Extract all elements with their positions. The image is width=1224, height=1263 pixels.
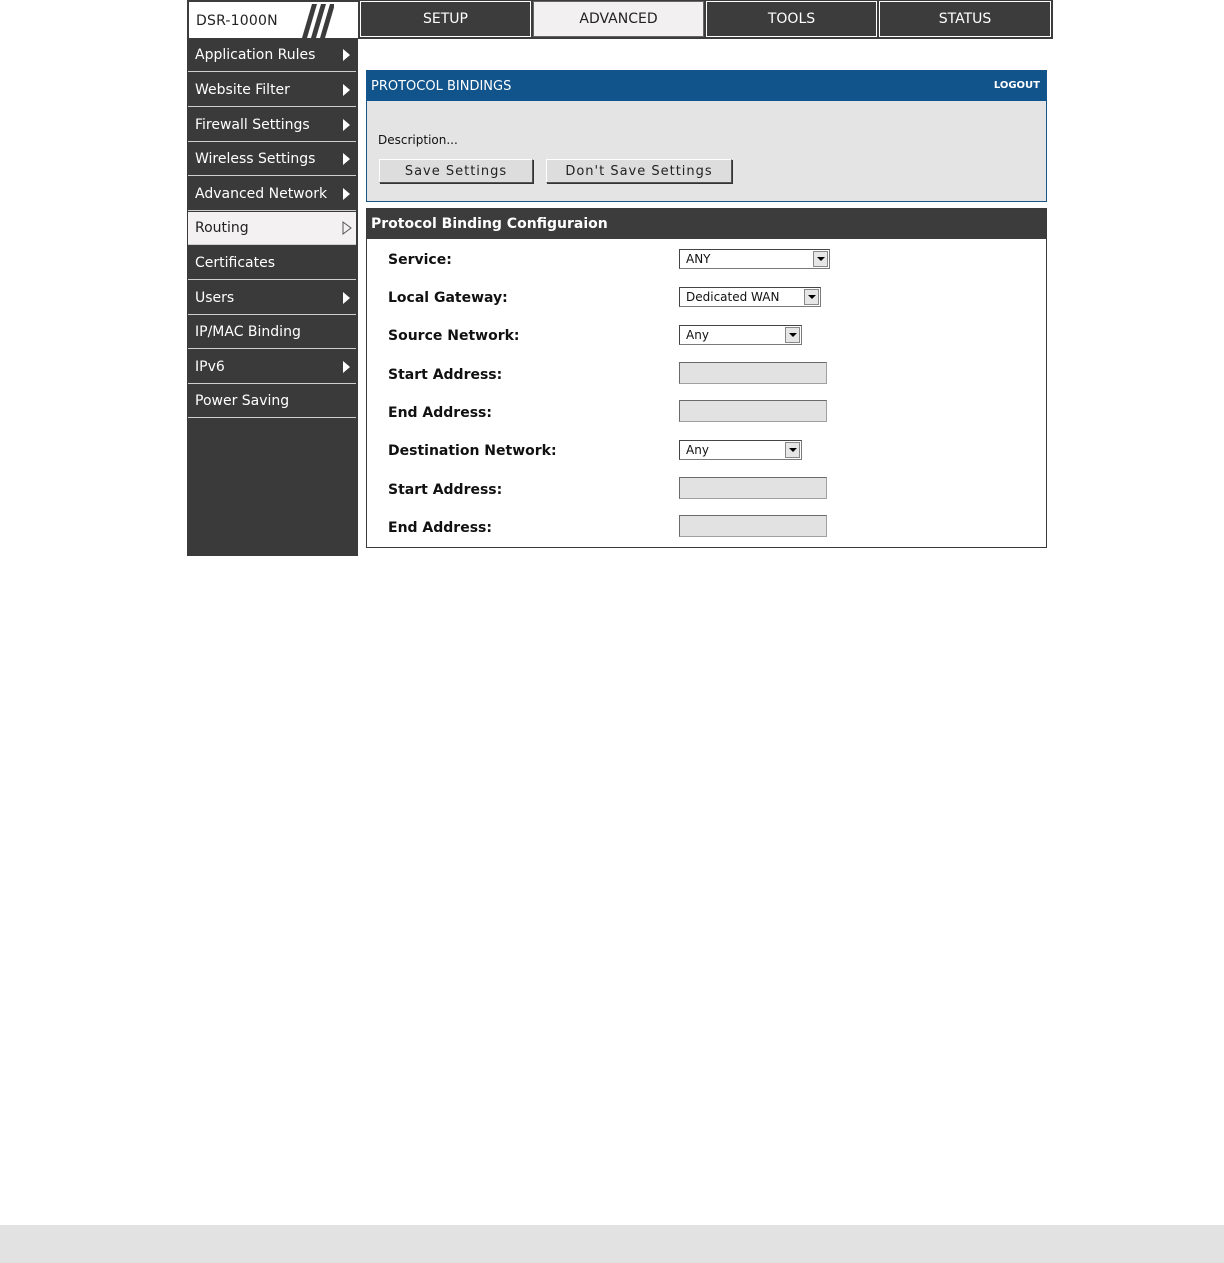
sidebar-item-label: Wireless Settings bbox=[195, 151, 316, 167]
source-network-select-value: Any bbox=[686, 328, 709, 342]
logout-link[interactable]: LOGOUT bbox=[993, 80, 1040, 91]
tab-advanced-label: ADVANCED bbox=[579, 11, 658, 27]
chevron-right-icon bbox=[343, 49, 350, 61]
chevron-down-icon bbox=[785, 442, 800, 458]
model-logo bbox=[188, 1, 359, 39]
panel-header bbox=[367, 209, 1046, 239]
sidebar-item-advanced-network[interactable] bbox=[188, 178, 356, 211]
chevron-right-icon bbox=[343, 153, 350, 165]
top-nav-bar bbox=[187, 0, 1053, 39]
sidebar-item-application-rules[interactable] bbox=[188, 39, 356, 72]
dont-save-settings-button[interactable]: Don't Save Settings bbox=[546, 159, 732, 183]
chevron-down-icon bbox=[785, 327, 800, 343]
sidebar-item-label: Certificates bbox=[195, 255, 276, 271]
page-title: PROTOCOL BINDINGS bbox=[371, 79, 512, 94]
sidebar-item-label: IP/MAC Binding bbox=[195, 324, 301, 340]
destination-network-select[interactable] bbox=[679, 440, 802, 460]
section-title: Protocol Binding Configuraion bbox=[371, 216, 608, 232]
service-label: Service: bbox=[388, 252, 452, 268]
router-admin-ui bbox=[187, 0, 1053, 556]
sidebar-item-label: Users bbox=[195, 290, 235, 306]
sidebar-item-website-filter[interactable] bbox=[188, 74, 356, 107]
sidebar-item-certificates[interactable] bbox=[188, 247, 356, 280]
service-select[interactable] bbox=[679, 249, 830, 269]
sidebar-item-ip-mac-binding[interactable] bbox=[188, 316, 356, 349]
chevron-down-icon bbox=[804, 289, 819, 305]
sidebar-item-ipv6[interactable] bbox=[188, 351, 356, 384]
sidebar-item-label: Routing bbox=[195, 220, 249, 236]
tab-status-label: STATUS bbox=[938, 11, 992, 27]
chevron-right-icon bbox=[343, 292, 350, 304]
destination-start-address-input[interactable] bbox=[679, 477, 827, 499]
tab-setup[interactable] bbox=[360, 1, 531, 37]
sidebar-item-label: Website Filter bbox=[195, 82, 290, 98]
source-network-select[interactable] bbox=[679, 325, 802, 345]
source-end-address-label: End Address: bbox=[388, 405, 492, 421]
destination-network-label: Destination Network: bbox=[388, 443, 557, 459]
destination-start-address-label: Start Address: bbox=[388, 482, 503, 498]
destination-network-select-value: Any bbox=[686, 443, 709, 457]
tab-advanced[interactable] bbox=[533, 1, 704, 37]
sidebar-item-users[interactable] bbox=[188, 282, 356, 315]
sidebar-item-label: Advanced Network bbox=[195, 186, 328, 202]
panel-header bbox=[367, 71, 1046, 101]
description-text: Description... bbox=[378, 133, 458, 147]
chevron-down-icon bbox=[813, 251, 828, 267]
destination-end-address-label: End Address: bbox=[388, 520, 492, 536]
sidebar-item-label: Application Rules bbox=[195, 47, 316, 63]
footer-band bbox=[0, 1225, 1224, 1263]
protocol-binding-config-panel bbox=[366, 208, 1047, 548]
chevron-right-icon bbox=[343, 119, 350, 131]
brand-slashes-icon bbox=[294, 4, 334, 38]
sidebar-item-routing[interactable] bbox=[188, 212, 356, 245]
local-gateway-select-value: Dedicated WAN bbox=[686, 290, 780, 304]
local-gateway-select[interactable] bbox=[679, 287, 821, 307]
tab-setup-label: SETUP bbox=[423, 11, 468, 27]
sidebar bbox=[187, 39, 358, 556]
service-select-value: ANY bbox=[686, 252, 711, 266]
chevron-right-outline-icon bbox=[342, 221, 352, 235]
chevron-right-icon bbox=[343, 188, 350, 200]
tab-tools[interactable] bbox=[706, 1, 877, 37]
tab-tools-label: TOOLS bbox=[767, 11, 816, 27]
sidebar-item-power-saving[interactable] bbox=[188, 385, 356, 418]
local-gateway-label: Local Gateway: bbox=[388, 290, 508, 306]
source-end-address-input[interactable] bbox=[679, 400, 827, 422]
chevron-right-icon bbox=[343, 84, 350, 96]
chevron-right-icon bbox=[343, 361, 350, 373]
model-name: DSR-1000N bbox=[196, 13, 278, 29]
destination-end-address-input[interactable] bbox=[679, 515, 827, 537]
sidebar-item-wireless-settings[interactable] bbox=[188, 143, 356, 176]
save-settings-button[interactable]: Save Settings bbox=[379, 159, 533, 183]
sidebar-item-label: IPv6 bbox=[195, 359, 225, 375]
sidebar-item-label: Firewall Settings bbox=[195, 117, 310, 133]
sidebar-item-label: Power Saving bbox=[195, 393, 290, 409]
source-start-address-label: Start Address: bbox=[388, 367, 503, 383]
source-network-label: Source Network: bbox=[388, 328, 520, 344]
sidebar-item-firewall-settings[interactable] bbox=[188, 109, 356, 142]
source-start-address-input[interactable] bbox=[679, 362, 827, 384]
tab-status[interactable] bbox=[879, 1, 1051, 37]
protocol-bindings-panel bbox=[366, 70, 1047, 202]
